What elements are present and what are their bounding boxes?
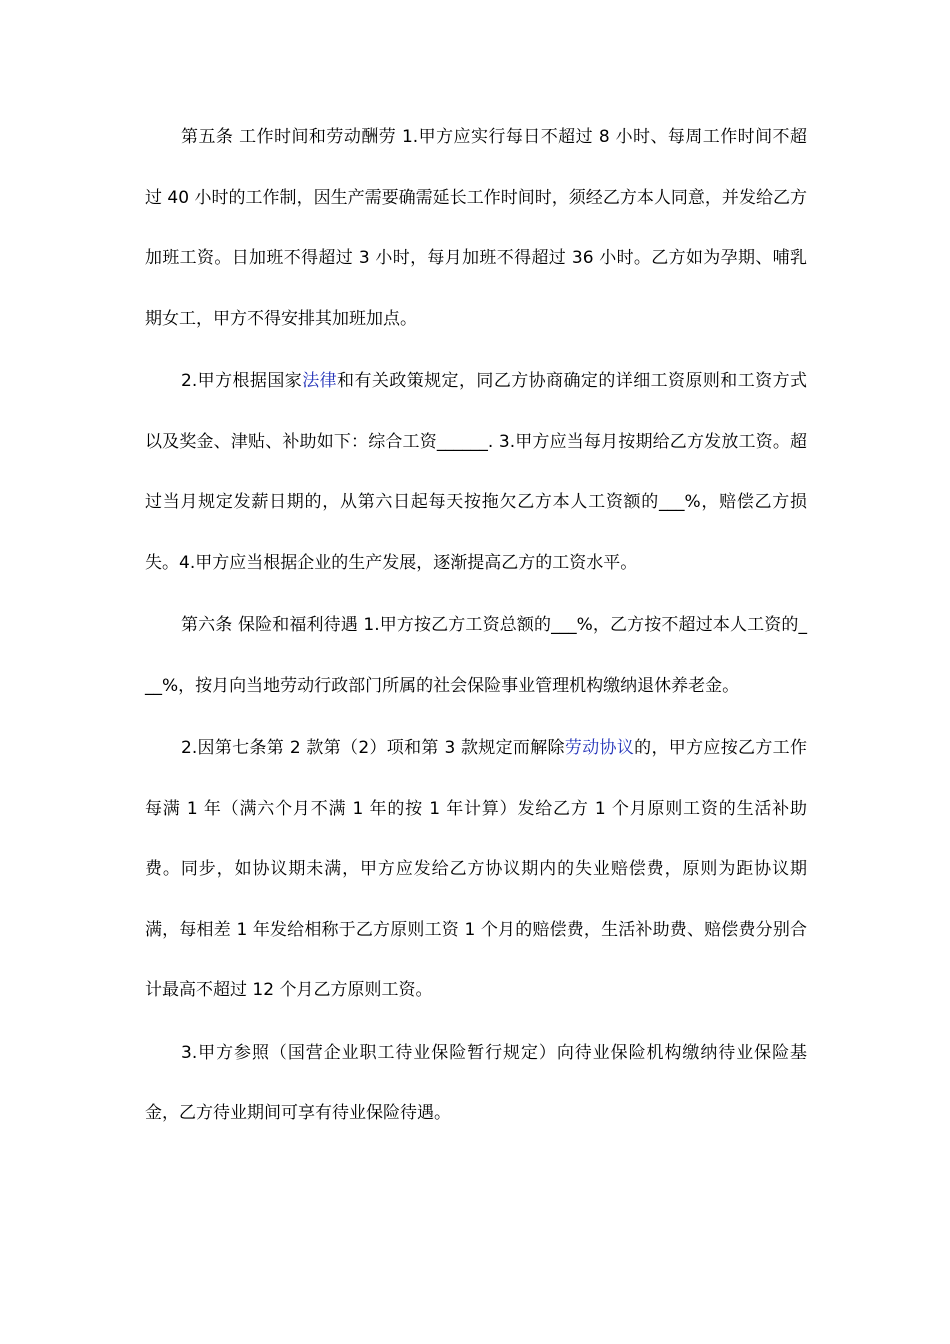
paragraph-article-6-insurance: 第六条 保险和福利待遇 1.甲方按乙方工资总额的___%，乙方按不超过本人工资的___%，按月向当地劳动行政部门所属的社会保险事业管理机构缴纳退休养老金。 [145,615,807,696]
paragraph-wages-text-end: 和有关政策规定，同乙方协商确定的详细工资原则和工资方式以及奖金、津贴、补助如下：综合工资______. 3.甲方应当每月按期给乙方发放工资。超过当月规定发薪日期的，从第六日起每天按拖欠乙方本人工资额的___%，赔偿乙方损失。4.甲方应当根据企业的生产发展，逐渐提高乙方的工资水平。 [145,371,807,573]
paragraph-wages [145,351,807,593]
law-link[interactable]: 法律 [302,371,338,391]
paragraph-wages-text-start: 2.甲方根据国家 [181,371,303,391]
paragraph-unemployment-insurance: 3.甲方参照（国营企业职工待业保险暂行规定）向待业保险机构缴纳待业保险基金，乙方待业期间可享有待业保险待遇。 [145,1042,807,1123]
paragraph-article-5-working-hours: 第五条 工作时间和劳动酬劳 1.甲方应实行每日不超过 8 小时、每周工作时间不超过 40 小时的工作制，因生产需要确需延长工作时间时，须经乙方本人同意，并发给乙方加班工资。日加班不得超过 3 小时，每月加班不得超过 36 小时。乙方如为孕期、哺乳期女工，甲方不得安排其加班加点。 [145,127,807,329]
paragraph-termination-text-end: 的，甲方应按乙方工作每满 1 年（满六个月不满 1 年的按 1 年计算）发给乙方 1 个月原则工资的生活补助费。同步，如协议期未满，甲方应发给乙方协议期内的失业赔偿费，原则为距协议期满，每相差 1 年发给相称于乙方原则工资 1 个月的赔偿费，生活补助费、赔偿费分别合计最高不超过 12 个月乙方原则工资。 [145,738,807,1000]
paragraph-termination-compensation [145,718,807,1021]
labor-contract-link[interactable]: 劳动协议 [564,738,635,758]
paragraph-termination-text-start: 2.因第七条第 2 款第（2）项和第 3 款规定而解除 [181,738,565,758]
document-body [145,107,807,1146]
